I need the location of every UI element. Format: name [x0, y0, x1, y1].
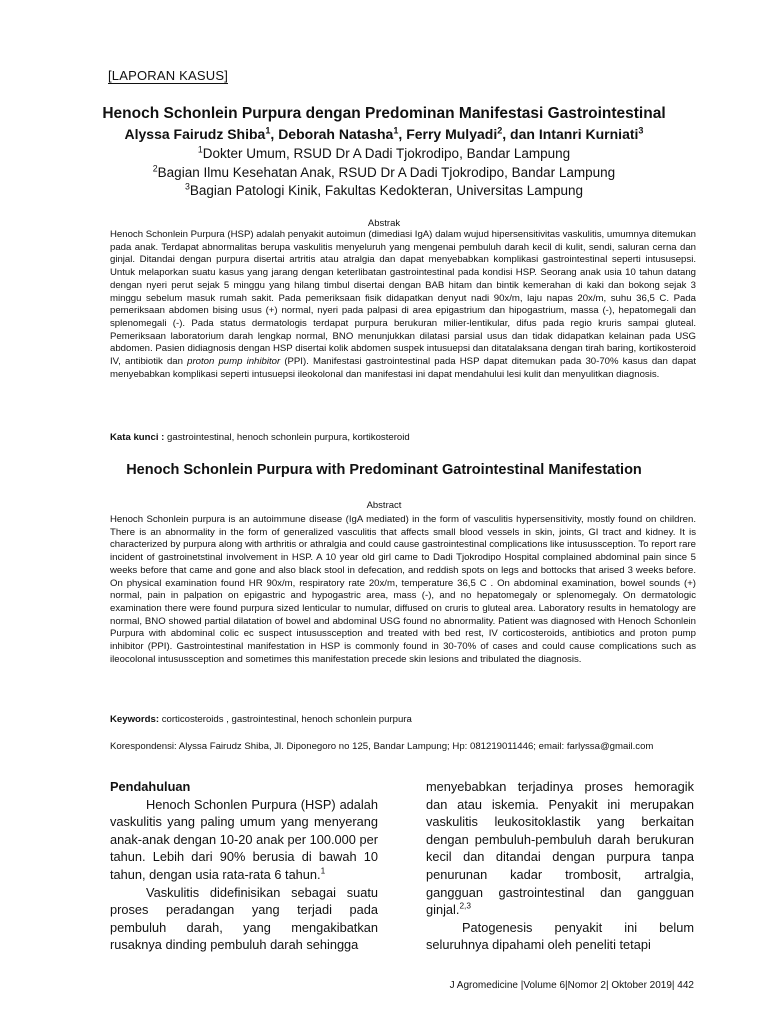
keywords-label: Keywords: — [110, 714, 160, 725]
affiliation-1 — [0, 146, 768, 161]
author-separator: , dan — [502, 126, 539, 142]
article-title-indonesian: Henoch Schonlein Purpura dengan Predominan Manifestasi Gastrointestinal — [102, 105, 666, 122]
citation-sup: 1 — [320, 865, 326, 876]
affiliation-sup: 3 — [184, 181, 190, 192]
author-name: Intanri Kurniati — [538, 126, 639, 142]
body-text: menyebabkan terjadinya proses hemoragik dan atau iskemia. Penyakit ini merupakan vaskulitis leukositoklastik yang berkaitan dengan pembuluh-pembuluh darah berukuran kecil dan ditandai dengan purpura tanpa penurunan kadar trombosit, artralgia, gangguan gastrointestinal dan gangguan ginjal. — [426, 779, 694, 918]
keywords-text: gastrointestinal, henoch schonlein purpura, kortikosteroid — [164, 432, 410, 443]
author-name: Alyssa Fairudz Shiba — [124, 126, 266, 142]
author-name: Deborah Natasha — [278, 126, 394, 142]
affiliation-sup: 2 — [152, 163, 158, 174]
body-paragraph: Patogenesis penyakit ini belum seluruhnya dipahami oleh peneliti tetapi — [426, 919, 694, 953]
affiliation-text: Dokter Umum, RSUD Dr A Dadi Tjokrodipo, Bandar Lampung — [202, 146, 571, 161]
author-separator: , — [398, 126, 407, 142]
section-heading: Pendahuluan — [110, 779, 191, 794]
author-name: Ferry Mulyadi — [406, 126, 498, 142]
abstract-heading-indonesian: Abstrak — [367, 218, 401, 229]
keywords-text: corticosteroids , gastrointestinal, henoch schonlein purpura — [159, 714, 412, 725]
keywords-english — [110, 714, 696, 725]
abstract-text: Henoch Schonlein Purpura (HSP) adalah penyakit autoimun (dimediasi IgA) dalam wujud hipersensitivitas vaskulitis, umumnya ditemukan pada anak. Terdapat abnormalitas berupa vaskulitis menyeluruh yang mengenai pembuluh darah kecil di kulit, sendi, saluran cerna dan ginjal. Ditandai dengan purpura disertai artritis atau atralgia dan dapat menyebabkan komplikasi gastrointestinal seperti intususepsi. Untuk melaporkan suatu kasus yang jarang dengan keterlibatan gastrointestinal pada kondisi HSP. Seorang anak usia 10 tahun datang dengan nyeri perut sejak 5 minggu yang hilang timbul disertai dengan BAB hitam dan bintik kemerahan di kaki dan bokong sejak 3 minggu sebelum masuk rumah sakit. Pada pemeriksaan fisik didapatkan denyut nadi 90x/m, laju napas 20x/m, suhu 36,5 C. Pada pemeriksaan abdomen bising usus (+) normal, nyeri pada palpasi di area epigastrium dan hipogastrium, massa (-), hepatomegali dan splenomegali (-). Pada status dermatologis terdapat purpura berukuran milier-lentikular, difus pada regio kruris sampai gluteal. Pemeriksaan laboratorium darah lengkap normal, BNO menunjukkan dilatasi parsial usus dan tidak didapatkan kelainan pada USG abdomen. Pasien didiagnosis dengan HSP disertai kolik abdomen suspek intusuepsi dan ditatalaksana dengan tirah baring, kortikosteroid IV, antibiotik dan — [110, 229, 696, 368]
author-affiliation-sup: 2 — [497, 125, 503, 136]
body-column-left — [110, 778, 378, 954]
body-paragraph: Vaskulitis didefinisikan sebagai suatu proses peradangan yang terjadi pada pembuluh darah, yang mengakibatkan rusaknya dinding pembuluh darah sehingga — [110, 884, 378, 953]
abstract-paragraph — [110, 229, 696, 381]
body-paragraph — [426, 778, 694, 919]
page-footer: J Agromedicine |Volume 6|Nomor 2| Oktober 2019| 442 — [449, 980, 694, 991]
article-title-english: Henoch Schonlein Purpura with Predominant Gatrointestinal Manifestation — [126, 462, 642, 478]
affiliation-text: Bagian Ilmu Kesehatan Anak, RSUD Dr A Dadi Tjokrodipo, Bandar Lampung — [157, 165, 616, 180]
body-column-right — [426, 778, 694, 954]
keywords-label: Kata kunci : — [110, 432, 165, 443]
abstract-italic-term: proton pump inhibitor — [187, 356, 281, 368]
author-affiliation-sup: 3 — [638, 125, 644, 136]
citation-sup: 2,3 — [459, 900, 471, 911]
author-separator: , — [270, 126, 279, 142]
keywords-indonesian — [110, 432, 696, 443]
case-report-label-text: [LAPORAN KASUS] — [108, 68, 229, 83]
abstract-paragraph: Henoch Schonlein purpura is an autoimmune disease (IgA mediated) in the form of vasculitis hypersensitivity, mostly found on children. There is an abnormality in the form of generalized vasculitis that affects small blood vessels in skin, joints, GI tract and kidney. It is characterized by purpura along with arthritis or athralgia and could cause gastrointestinal complications like intusussception. To report rare incident of gastroinetstinal involvement in HSP. A 10 year old girl came to Dadi Tjokrodipo Hospital complained abdominal pain since 5 weeks before that came and gone and also black stool in defecation, and reddish spots on legs and bottocks that arised 3 weeks before. On physical examination found HR 90x/m, respiratory rate 20x/m, temperature 36,5 C . On abdominal examination, bowel sounds (+) normal, pain in palpation on epigastric and hypogastric area, mass (-), and no hepatomegaly or splenomegaly. On dermatologic examination there were found purpura sized lenticular to numular, diffused on cruris to gluteal area. Laboratory results in hematology are normal, BNO showed partial dilatation of bowel and abdominal USG found no abnormality. Patient was diagnosed with Henoch Schonlein Purpura with abdominal colic ec suspect intusussception and treated with bed rest, IV corticosteroids, antibiotics and proton pump inhibitor (PPI). Gastrointestinal manifestation in HSP is commonly found in 30-70% of cases and could cause complications such as ileocolonal intusussception and sometimes this manifestation precede skin lesions and tribulated the diagnosis. — [110, 514, 696, 665]
author-affiliation-sup: 1 — [393, 125, 399, 136]
correspondence: Korespondensi: Alyssa Fairudz Shiba, Jl. Diponegoro no 125, Bandar Lampung; Hp: 081219011446; email: farlyssa@gmail.com — [110, 741, 654, 752]
abstract-body-indonesian — [110, 229, 696, 381]
abstract-body-english — [110, 514, 696, 666]
body-text: Henoch Schonlen Purpura (HSP) adalah vaskulitis yang paling umum yang menyerang anak-anak dengan 10-20 anak per 100.000 per tahun. Lebih dari 90% berusia di bawah 10 tahun, dengan usia rata-rata 6 tahun. — [110, 796, 378, 882]
affiliation-sup: 1 — [197, 144, 203, 155]
author-affiliation-sup: 1 — [265, 125, 271, 136]
affiliation-text: Bagian Patologi Kinik, Fakultas Kedokteran, Universitas Lampung — [189, 183, 584, 198]
body-paragraph — [110, 796, 378, 884]
abstract-text: (PPI). Manifestasi gastrointestinal pada HSP dapat ditemukan pada 30-70% kasus dan dapat menyebabkan komplikasi seperti intusuepsi ileokolonal dan manifestasi ini dapat mendahului lesi kulit dan menyulitkan diagnosis. — [110, 356, 696, 380]
affiliation-3 — [0, 183, 768, 198]
case-report-label — [108, 68, 228, 83]
author-list — [0, 126, 768, 142]
abstract-heading-english: Abstract — [366, 500, 402, 511]
affiliation-2 — [0, 165, 768, 180]
